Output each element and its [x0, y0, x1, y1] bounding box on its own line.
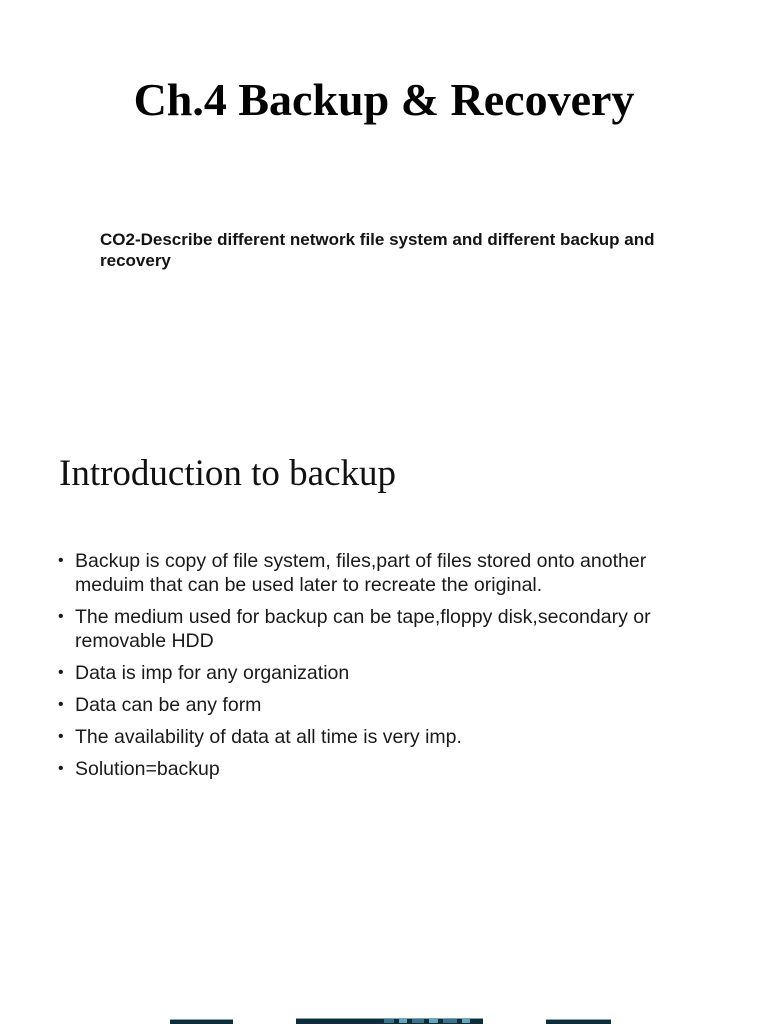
bullet-item: [58, 757, 698, 781]
peek-accent-mark: [429, 1019, 438, 1023]
bullet-icon: •: [58, 552, 64, 569]
bullet-icon: •: [58, 696, 64, 713]
bullet-icon: •: [58, 608, 64, 625]
next-page-peek-bar-center: [296, 1018, 483, 1024]
peek-accent-mark: [462, 1019, 470, 1023]
bullet-text: Data is imp for any organization: [75, 662, 350, 684]
next-page-peek-bar-left: [170, 1019, 233, 1024]
slide2-heading: Introduction to backup: [59, 453, 397, 494]
slide1-title: Ch.4 Backup & Recovery: [133, 74, 635, 125]
peek-accent-mark: [399, 1019, 407, 1023]
slide2-bullet-list: [58, 549, 698, 789]
peek-accent-mark: [443, 1019, 457, 1023]
peek-accent-mark: [412, 1019, 424, 1023]
bullet-icon: •: [58, 664, 64, 681]
bullet-text: The availability of data at all time is very imp.: [75, 726, 462, 748]
bullet-text: The medium used for backup can be tape,floppy disk,secondary or removable HDD: [75, 606, 651, 652]
bullet-text: Data can be any form: [75, 694, 262, 716]
bullet-text: Backup is copy of file system, files,part of files stored onto another meduim that can be used later to recreate the original.: [75, 550, 647, 596]
bullet-item: [58, 693, 698, 717]
bullet-item: [58, 725, 698, 749]
slide1-objective-text: CO2-Describe different network file system and different backup and recovery: [100, 230, 655, 270]
next-page-peek-bar-right: [546, 1019, 611, 1024]
peek-accent-mark: [384, 1019, 394, 1023]
bullet-icon: •: [58, 760, 64, 777]
bullet-item: [58, 661, 698, 685]
bullet-icon: •: [58, 728, 64, 745]
bullet-item: [58, 549, 698, 597]
bullet-item: [58, 605, 698, 653]
bullet-text: Solution=backup: [75, 758, 220, 780]
